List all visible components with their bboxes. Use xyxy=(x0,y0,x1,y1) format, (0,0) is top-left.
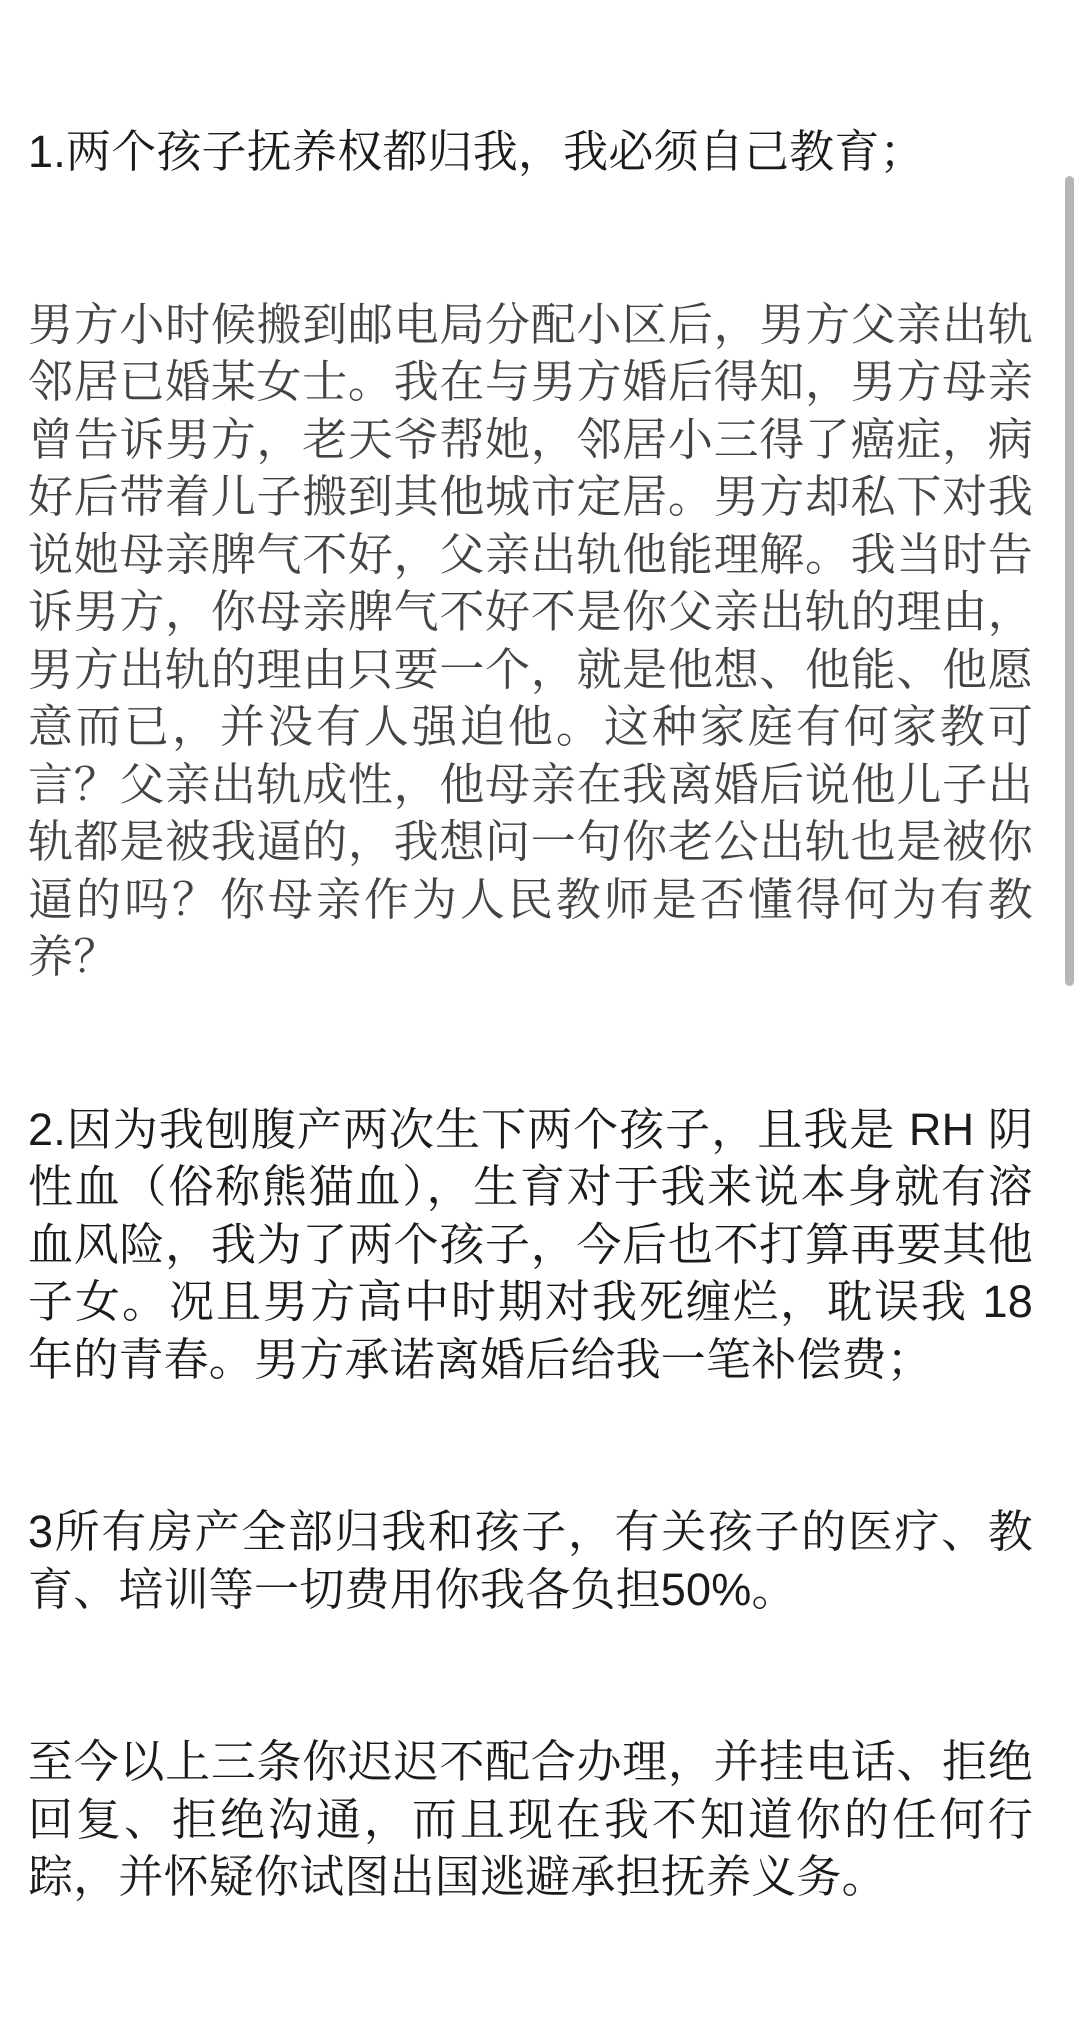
paragraph-5: 至今以上三条你迟迟不配合办理，并挂电话、拒绝回复、拒绝沟通，而且现在我不知道你的任何行踪，并怀疑你试图出国逃避承担抚养义务。 xyxy=(28,1736,1033,1902)
scrollbar[interactable] xyxy=(1065,176,1074,986)
paragraph-3: 2.因为我刨腹产两次生下两个孩子，且我是 RH 阴性血（俗称熊猫血），生育对于我来说本身就有溶血风险，我为了两个孩子，今后也不打算再要其他子女。况且男方高中时期对我死缠烂，耽误我 18 年的青春。男方承诺离婚后给我一笔补偿费； xyxy=(28,1103,1046,1385)
paragraph-4: 3所有房产全部归我和孩子，有关孩子的医疗、教育、培训等一切费用你我各负担50%。 xyxy=(28,1506,1033,1615)
scrollbar-thumb[interactable] xyxy=(1065,176,1074,986)
document-text-body xyxy=(28,8,1046,2021)
paragraph-1: 1.两个孩子抚养权都归我，我必须自己教育； xyxy=(28,126,925,177)
paragraph-2: 男方小时候搬到邮电局分配小区后，男方父亲出轨邻居已婚某女士。我在与男方婚后得知，男方母亲曾告诉男方，老天爷帮她，邻居小三得了癌症，病好后带着儿子搬到其他城市定居。男方却私下对我说她母亲脾气不好，父亲出轨他能理解。我当时告诉男方，你母亲脾气不好不是你父亲出轨的理由，男方出轨的理由只要一个，就是他想、他能、他愿意而已，并没有人强迫他。这种家庭有何家教可言？父亲出轨成性，他母亲在我离婚后说他儿子出轨都是被我逼的，我想问一句你老公出轨也是被你逼的吗？你母亲作为人民教师是否懂得何为有教养？ xyxy=(28,298,1033,982)
